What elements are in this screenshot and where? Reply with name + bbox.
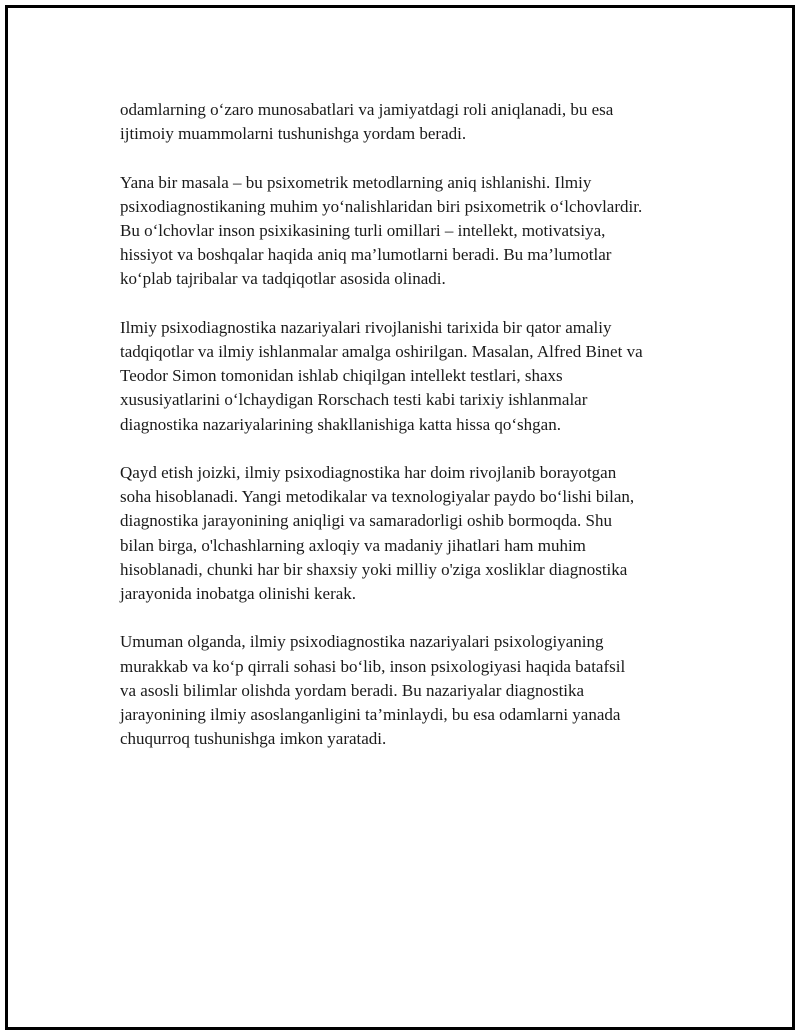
paragraph (120, 171, 710, 292)
text-line: tadqiqotlar va ilmiy ishlanmalar amalga oshirilgan. Masalan, Alfred Binet va (120, 342, 643, 361)
paragraph (120, 316, 710, 437)
text-line: hissiyot va boshqalar haqida aniq ma’lumotlarni beradi. Bu ma’lumotlar (120, 245, 612, 265)
text-line: bilan birga, o'lchashlarning axloqiy va madaniy jihatlari ham muhim (120, 535, 586, 555)
text-line: Yana bir masala – bu psixometrik metodlarning aniq ishlanishi. Ilmiy (120, 172, 592, 192)
document-body (120, 98, 710, 776)
text-line: jarayonida inobatga olinishi kerak. (120, 584, 357, 604)
text-line: Qayd etish joizki, ilmiy psixodiagnostika har doim rivojlanib borayotgan (120, 463, 617, 482)
text-line: psixodiagnostikaning muhim yo‘nalishlaridan biri psixometrik o‘lchovlardir. (120, 196, 643, 216)
text-line: chuqurroq tushunishga imkon yaratadi. (120, 729, 387, 749)
text-line: soha hisoblanadi. Yangi metodikalar va texnologiyalar paydo bo‘lishi bilan, (120, 487, 635, 507)
text-line: murakkab va ko‘p qirrali sohasi bo‘lib, inson psixologiyasi haqida batafsil (120, 656, 626, 676)
text-line: ijtimoiy muammolarni tushunishga yordam beradi. (120, 124, 467, 144)
text-line: odamlarning o‘zaro munosabatlari va jamiyatdagi roli aniqlanadi, bu esa (120, 100, 614, 119)
paragraph (120, 630, 710, 751)
paragraph (120, 98, 710, 146)
text-line: diagnostika nazariyalarining shakllanishiga katta hissa qo‘shgan. (120, 414, 561, 434)
page-border (5, 5, 795, 1030)
text-line: xususiyatlarini o‘lchaydigan Rorschach testi kabi tarixiy ishlanmalar (120, 390, 588, 410)
text-line: jarayonining ilmiy asoslanganligini ta’minlaydi, bu esa odamlarni yanada (120, 705, 621, 725)
text-line: va asosli bilimlar olishda yordam beradi. Bu nazariyalar diagnostika (120, 680, 585, 700)
text-line: hisoblanadi, chunki har bir shaxsiy yoki milliy o'ziga xosliklar diagnostika (120, 559, 628, 579)
text-line: Bu o‘lchovlar inson psixikasining turli omillari – intellekt, motivatsiya, (120, 221, 606, 240)
text-line: Ilmiy psixodiagnostika nazariyalari rivojlanishi tarixida bir qator amaliy (120, 317, 612, 337)
text-line: Umuman olganda, ilmiy psixodiagnostika nazariyalari psixologiyaning (120, 632, 604, 652)
paragraph (120, 461, 710, 606)
text-line: Teodor Simon tomonidan ishlab chiqilgan intellekt testlari, shaxs (120, 366, 563, 386)
text-line: ko‘plab tajribalar va tadqiqotlar asosida olinadi. (120, 269, 446, 289)
text-line: diagnostika jarayonining aniqligi va samaradorligi oshib bormoqda. Shu (120, 511, 612, 531)
